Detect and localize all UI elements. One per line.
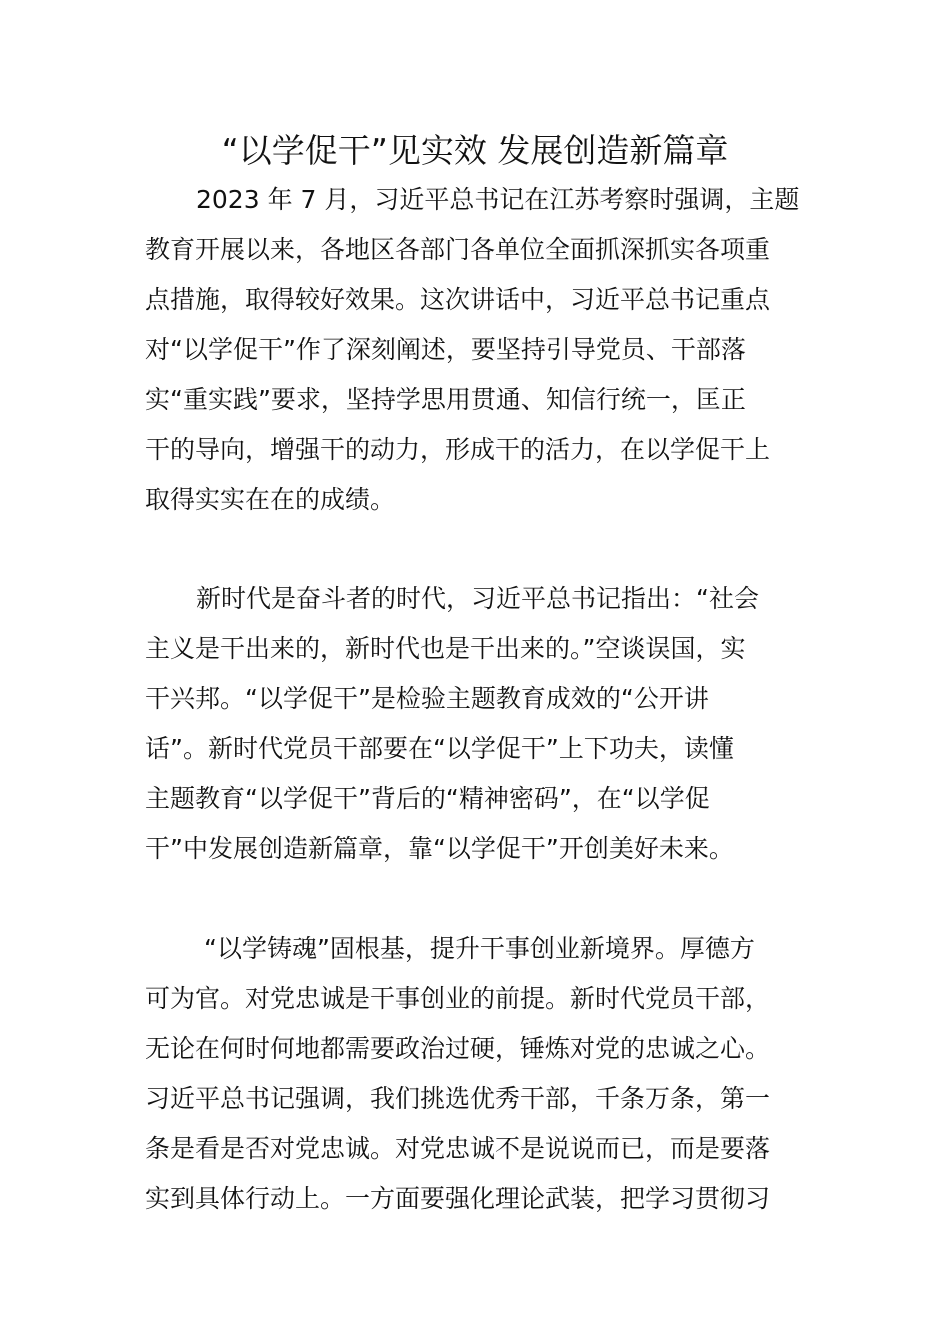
paragraph-line: 实到具体行动上。一方面要强化理论武装，把学习贯彻习 — [145, 1184, 771, 1213]
paragraph-line: 无论在何时何地都需要政治过硬，锤炼对党的忠诚之心。 — [145, 1034, 771, 1063]
document-title: “以学促干”见实效 发展创造新篇章 — [221, 131, 729, 170]
paragraph-line: 实“重实践”要求，坚持学思用贯通、知信行统一，匡正 — [145, 385, 746, 414]
paragraph-line: 干兴邦。“以学促干”是检验主题教育成效的“公开讲 — [145, 684, 709, 713]
paragraph-line: 条是看是否对党忠诚。对党忠诚不是说说而已，而是要落 — [145, 1134, 771, 1163]
paragraph-line: “以学铸魂”固根基，提升干事创业新境界。厚德方 — [204, 934, 755, 963]
paragraph-line: 主题教育“以学促干”背后的“精神密码”，在“以学促 — [145, 784, 710, 813]
paragraph-line: 取得实实在在的成绩。 — [145, 485, 396, 514]
paragraph-line: 2023 年 7 月，习近平总书记在江苏考察时强调，主题 — [196, 185, 800, 214]
paragraph-line: 干”中发展创造新篇章，靠“以学促干”开创美好未来。 — [145, 834, 734, 863]
paragraph-line: 教育开展以来，各地区各部门各单位全面抓深抓实各项重 — [145, 235, 771, 264]
paragraph-line: 主义是干出来的，新时代也是干出来的。”空谈误国，实 — [145, 634, 746, 663]
paragraph-line: 可为官。对党忠诚是干事创业的前提。新时代党员干部， — [145, 984, 771, 1013]
paragraph-line: 习近平总书记强调，我们挑选优秀干部，千条万条，第一 — [145, 1084, 771, 1113]
paragraph-line: 新时代是奋斗者的时代，习近平总书记指出：“社会 — [196, 584, 759, 613]
paragraph-line: 点措施，取得较好效果。这次讲话中，习近平总书记重点 — [145, 285, 771, 314]
paragraph-line: 话”。新时代党员干部要在“以学促干”上下功夫，读懂 — [145, 734, 734, 763]
paragraph-line: 对“以学促干”作了深刻阐述，要坚持引导党员、干部落 — [145, 335, 746, 364]
paragraph-line: 干的导向，增强干的动力，形成干的活力，在以学促干上 — [145, 435, 771, 464]
